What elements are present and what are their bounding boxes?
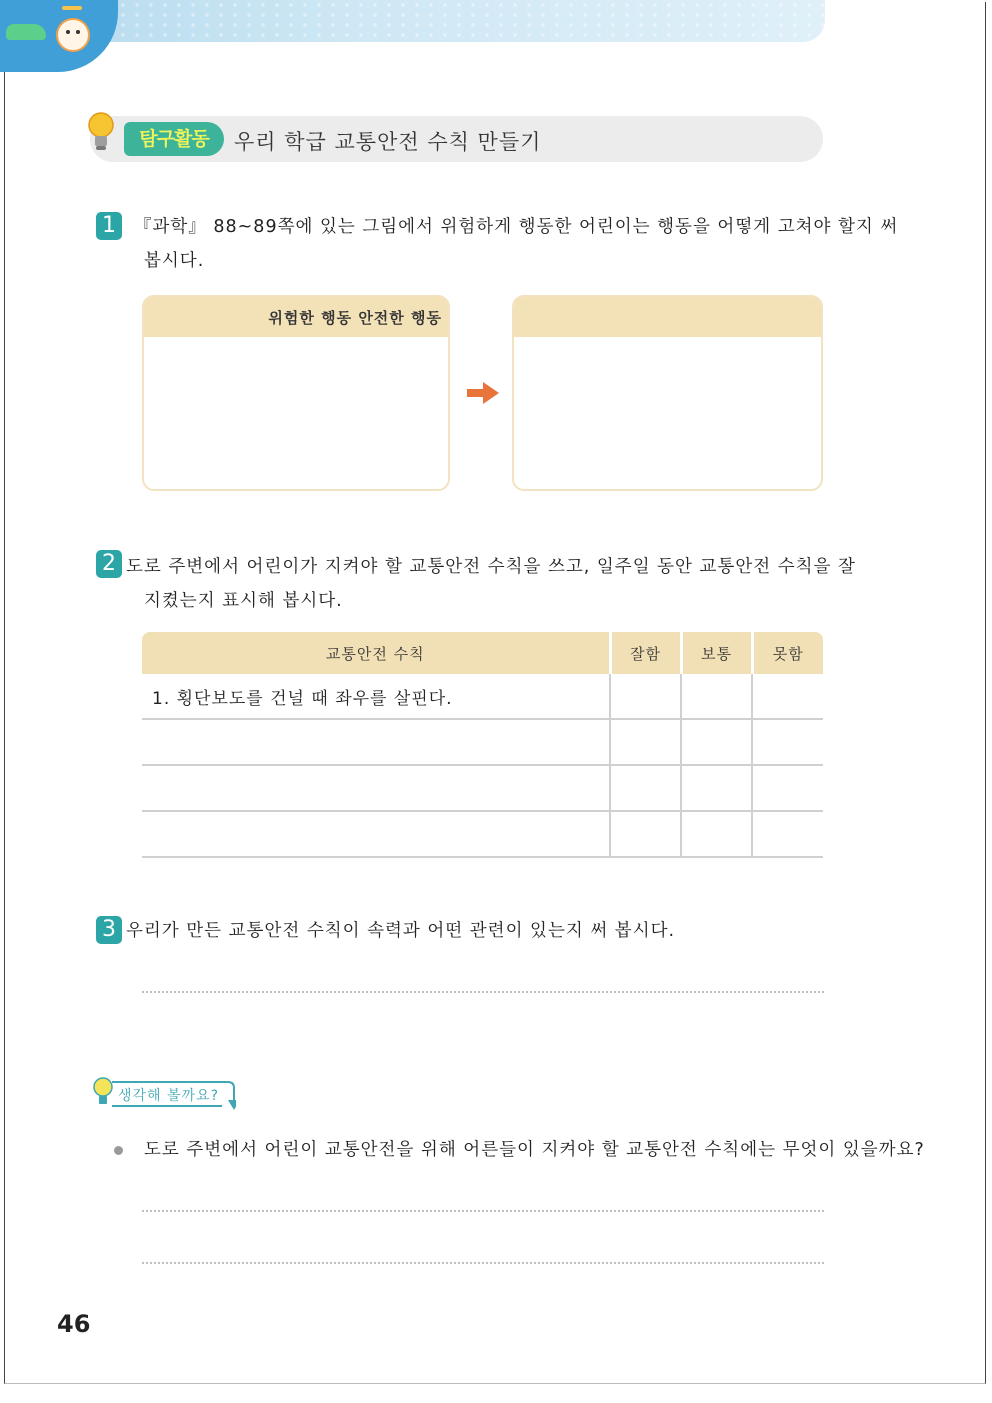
normal-cell[interactable] xyxy=(681,765,752,811)
traffic-rules-table xyxy=(142,632,823,858)
header-band xyxy=(60,0,825,42)
question-2-text-line2: 지켰는지 표시해 봅시다. xyxy=(144,591,343,611)
good-cell[interactable] xyxy=(610,719,681,765)
normal-cell[interactable] xyxy=(681,674,752,719)
rule-cell[interactable] xyxy=(142,719,610,765)
rule-cell[interactable] xyxy=(142,811,610,857)
header-normal: 보통 xyxy=(681,632,752,674)
dangerous-behavior-header: 위험한 행동 안전한 행동 xyxy=(144,297,448,337)
mascot-face-icon xyxy=(56,18,90,52)
lightbulb-icon xyxy=(86,110,116,154)
question-3-number: 3 xyxy=(96,916,122,944)
table-header-row xyxy=(142,632,823,674)
poor-cell[interactable] xyxy=(752,719,823,765)
table-row xyxy=(142,719,823,765)
answer-line[interactable] xyxy=(142,1262,824,1264)
poor-cell[interactable] xyxy=(752,765,823,811)
good-cell[interactable] xyxy=(610,811,681,857)
think-question: 도로 주변에서 어린이 교통안전을 위해 어른들이 지켜야 할 교통안전 수칙에는 무엇이 있을까요? xyxy=(144,1140,925,1160)
car-icon xyxy=(6,24,46,40)
poor-cell[interactable] xyxy=(752,811,823,857)
header-rule: 교통안전 수칙 xyxy=(142,632,610,674)
good-cell[interactable] xyxy=(610,674,681,719)
arrow-right-icon xyxy=(467,382,499,404)
good-cell[interactable] xyxy=(610,765,681,811)
question-1-text-line1: 『과학』 88~89쪽에 있는 그림에서 위험하게 행동한 어린이는 행동을 어떻게 고쳐야 할지 써 xyxy=(134,217,899,237)
page-number: 46 xyxy=(57,1310,91,1338)
safe-behavior-header xyxy=(514,297,821,337)
header-poor: 못함 xyxy=(752,632,823,674)
question-2-text-line1: 도로 주변에서 어린이가 지켜야 할 교통안전 수칙을 쓰고, 일주일 동안 교통안전 수칙을 잘 xyxy=(126,557,856,577)
small-lightbulb-icon xyxy=(92,1076,114,1110)
think-label: 생각해 볼까요? xyxy=(118,1088,220,1104)
rule-cell[interactable]: 1. 횡단보도를 건널 때 좌우를 살핀다. xyxy=(142,674,610,719)
poor-cell[interactable] xyxy=(752,674,823,719)
table-row xyxy=(142,765,823,811)
answer-line[interactable] xyxy=(142,991,824,993)
table-row xyxy=(142,811,823,857)
question-3-text: 우리가 만든 교통안전 수칙이 속력과 어떤 관련이 있는지 써 봅시다. xyxy=(126,921,676,941)
normal-cell[interactable] xyxy=(681,719,752,765)
question-2-number: 2 xyxy=(96,550,122,578)
propeller-icon xyxy=(62,6,82,10)
header-good: 잘함 xyxy=(610,632,681,674)
table-row xyxy=(142,674,823,719)
rule-cell[interactable] xyxy=(142,765,610,811)
normal-cell[interactable] xyxy=(681,811,752,857)
dangerous-behavior-box[interactable] xyxy=(142,295,450,491)
question-1-number: 1 xyxy=(96,212,122,240)
question-1-text-line2: 봅시다. xyxy=(144,251,205,271)
safe-behavior-box[interactable] xyxy=(512,295,823,491)
bullet-icon xyxy=(114,1146,123,1155)
activity-badge: 탐구활동 xyxy=(124,122,224,156)
activity-title: 우리 학급 교통안전 수칙 만들기 xyxy=(234,130,542,154)
answer-line[interactable] xyxy=(142,1210,824,1212)
